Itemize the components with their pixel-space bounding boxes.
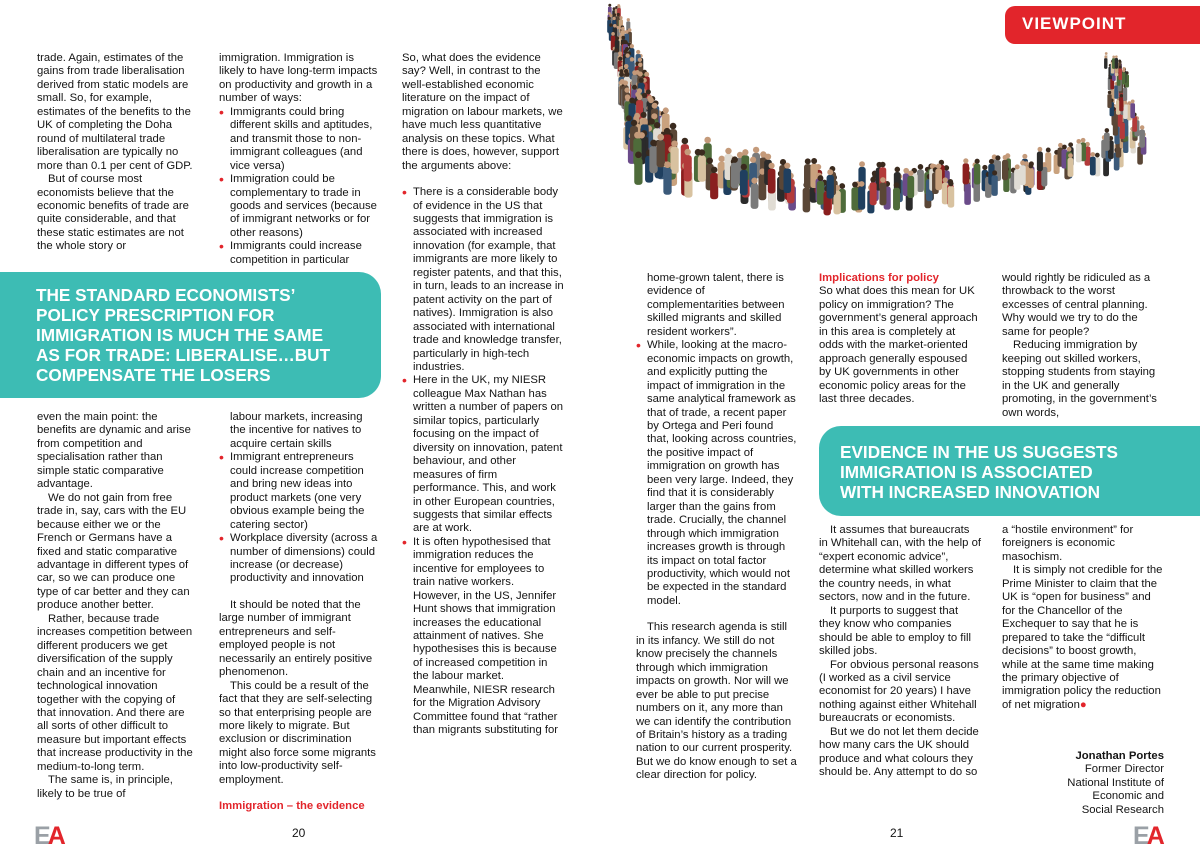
crowd-head bbox=[918, 164, 924, 170]
crowd-head bbox=[632, 85, 637, 90]
crowd-head bbox=[1105, 52, 1108, 55]
crowd-head bbox=[963, 158, 968, 163]
paragraph: home-grown talent, there is evidence of complementarities between skilled migrants and skilled resident workers”. bbox=[647, 272, 785, 338]
paragraph: This could be a result of the fact that they are self-selecting so that enterprising people are more likely to migrate. But exclusion or discrimination might also force some migrants into low-productivity self-employment. bbox=[219, 679, 376, 786]
bullet-item: • While, looking at the macro-economic impacts on growth, and explicitly putting the impact of immigration in the same analytical framework as that of trade, a recent paper by Ortega and Peri found that, looking across countries, the positive impact of immigration on growth has been very large. Indeed, they find that it is considerably larger than the gains from trade. Crucially, the channel through which immigration increases growth is through its impact on total factor productivity, which would not be expected in the standard model. bbox=[647, 339, 798, 608]
paragraph: would rightly be ridiculed as a throwback to the worst excesses of central planning. Why would we try to do the same for people? bbox=[1002, 272, 1151, 338]
closing-text: It is simply not credible for the Prime Minister to claim that the UK is “open for business” and for the Chancellor of the Exchequer to say that he is prepared to take the “difficult decisions” to boost growth, while at the same time making the primary objective of immigration policy the reduction of net migration bbox=[1002, 564, 1163, 711]
crowd-head bbox=[634, 132, 641, 139]
crowd-person bbox=[751, 184, 759, 209]
paragraph: So, what does the evidence say? Well, in contrast to the well-established economic literature on the impact of migration on labour markets, we have much less quantitative analysis on these topics. What there is does, however, support the arguments above: bbox=[402, 52, 563, 172]
crowd-head bbox=[671, 140, 678, 147]
crowd-person bbox=[1090, 157, 1096, 176]
paragraph: It purports to suggest that they know who companies should be able to employ to fill skilled jobs. bbox=[819, 604, 971, 658]
crowd-head bbox=[608, 4, 611, 7]
logo-e: E bbox=[34, 822, 48, 850]
crowd-head bbox=[1131, 100, 1135, 104]
crowd-head bbox=[753, 147, 759, 153]
crowd-head bbox=[1122, 69, 1125, 72]
crowd-person bbox=[851, 187, 858, 210]
col4 bbox=[636, 272, 798, 783]
author-block bbox=[1002, 750, 1164, 817]
crowd-head bbox=[648, 97, 654, 103]
pull-quote-line: IMMIGRATION IS MUCH THE SAME bbox=[36, 325, 324, 345]
crowd-head bbox=[617, 5, 620, 8]
crowd-head bbox=[644, 72, 649, 77]
crowd-head bbox=[1108, 91, 1111, 94]
crowd-person bbox=[1104, 58, 1107, 69]
crowd-head bbox=[641, 112, 647, 118]
section-label: VIEWPOINT bbox=[1022, 14, 1127, 33]
crowd-head bbox=[651, 113, 657, 119]
crowd-head bbox=[1115, 55, 1118, 58]
crowd-person bbox=[670, 147, 678, 174]
col6-bottom bbox=[1002, 524, 1164, 712]
crowd-person bbox=[858, 187, 865, 210]
crowd-head bbox=[1028, 163, 1033, 168]
paragraph: Reducing immigration by keeping out skilled workers, stopping students from staying in the UK and generally promoting, in the government’s own words, bbox=[1002, 339, 1157, 419]
paragraph: even the main point: the benefits are dynamic and arise from competition and specialisation rather than simple static comparative advantage. bbox=[37, 411, 191, 491]
crowd-head bbox=[624, 72, 629, 77]
crowd-person bbox=[1123, 87, 1127, 101]
pull-quote-line: POLICY PRESCRIPTION FOR bbox=[36, 305, 275, 325]
bullet-item: • It is often hypothesised that immigration reduces the incentive for employees to train native workers. However, in the US, Jennifer Hunt shows that immigration increases the educational attainment of natives. She hypothesises this is because of increased competition in the labour market. Meanwhile, NIESR research for the Migration Advisory Committee found that “rather than migrants substituting for bbox=[413, 536, 564, 738]
bullet-list bbox=[636, 339, 798, 608]
crowd-person bbox=[948, 186, 955, 207]
crowd-head bbox=[1095, 153, 1100, 158]
logo-a: A bbox=[1146, 822, 1162, 850]
crowd-head bbox=[613, 24, 617, 28]
crowd-head bbox=[1112, 56, 1115, 59]
crowd-head bbox=[627, 18, 630, 21]
crowd-head bbox=[613, 13, 616, 16]
crowd-head bbox=[811, 158, 817, 164]
crowd-person bbox=[663, 168, 671, 195]
crowd-head bbox=[639, 78, 644, 83]
crowd-head bbox=[769, 163, 775, 169]
crowd-person bbox=[1002, 160, 1008, 180]
bullet-item: • There is a considerable body of evidence in the US that suggests that immigration is associated with increased innovation (for example, that immigrants are more likely to register patents, and that this, in turn, leads to an increase in patent activity on the part of natives). Immigration is also associated with international trade and knowledge transfer, particularly in high-tech industries. bbox=[413, 186, 564, 374]
crowd-person bbox=[991, 175, 997, 196]
subheading: Immigration – the evidence bbox=[219, 800, 365, 813]
crowd-head bbox=[652, 103, 658, 109]
ea-logo-left bbox=[34, 822, 63, 851]
crowd-head bbox=[636, 50, 640, 54]
bullet-list bbox=[219, 106, 381, 267]
crowd-head bbox=[741, 164, 747, 170]
pull-quote-line: THE STANDARD ECONOMISTS’ bbox=[36, 285, 296, 305]
crowd-head bbox=[623, 49, 627, 53]
crowd-person bbox=[804, 164, 812, 188]
crowd-person bbox=[1130, 103, 1135, 118]
paragraph: For obvious personal reasons (I worked as a civil service economist for 20 years) I have nothing against either Whitehall bureaucrats or economists. bbox=[819, 658, 979, 725]
crowd-head bbox=[818, 175, 824, 181]
crowd-person bbox=[1037, 152, 1043, 172]
author-role: Former Director bbox=[1084, 763, 1164, 776]
crowd-head bbox=[608, 17, 611, 20]
crowd-person bbox=[827, 175, 834, 199]
subheading: Implications for policy bbox=[819, 272, 939, 284]
col5-top bbox=[819, 272, 981, 407]
crowd-person bbox=[963, 163, 969, 184]
crowd-head bbox=[613, 17, 616, 20]
crowd-head bbox=[725, 148, 731, 154]
paragraph bbox=[1002, 564, 1164, 712]
logo-a: A bbox=[47, 822, 63, 850]
paragraph: a “hostile environment” for foreigners is economic masochism. bbox=[1002, 524, 1134, 563]
crowd-person bbox=[1132, 116, 1137, 131]
crowd-person bbox=[964, 183, 971, 204]
page-number-left: 20 bbox=[292, 826, 306, 840]
bullet-list bbox=[219, 451, 381, 586]
crowd-head bbox=[625, 53, 629, 57]
crowd-head bbox=[943, 177, 948, 182]
crowd-person bbox=[1139, 130, 1145, 148]
crowd-head bbox=[992, 170, 997, 175]
crowd-head bbox=[1067, 147, 1072, 152]
crowd-head bbox=[624, 64, 629, 69]
crowd-head bbox=[706, 157, 713, 164]
crowd-person bbox=[710, 173, 718, 199]
crowd-head bbox=[765, 154, 771, 160]
crowd-head bbox=[629, 98, 635, 104]
crowd-head bbox=[663, 107, 669, 113]
crowd-head bbox=[1081, 138, 1086, 143]
crowd-head bbox=[1090, 152, 1095, 157]
crowd-person bbox=[817, 181, 824, 205]
col3 bbox=[402, 52, 564, 738]
crowd-head bbox=[649, 118, 655, 124]
crowd-head bbox=[623, 80, 628, 85]
col5-bottom bbox=[819, 524, 981, 780]
crowd-head bbox=[1022, 154, 1027, 159]
crowd-person bbox=[974, 164, 980, 185]
paragraph: The same is, in principle, likely to be true of bbox=[37, 774, 173, 800]
crowd-head bbox=[1068, 142, 1073, 147]
crowd-head bbox=[664, 128, 671, 135]
crowd-head bbox=[1140, 125, 1144, 129]
crowd-person bbox=[740, 170, 748, 195]
crowd-person bbox=[935, 169, 942, 191]
crowd-head bbox=[1037, 147, 1042, 152]
crowd-person bbox=[1119, 97, 1123, 111]
crowd-head bbox=[609, 23, 612, 26]
crowd-head bbox=[1020, 160, 1025, 165]
bullet-item: • Immigrants could increase competition in particular bbox=[230, 240, 381, 267]
crowd-head bbox=[948, 181, 953, 186]
crowd-head bbox=[880, 177, 886, 183]
crowd-head bbox=[609, 14, 612, 17]
crowd-head bbox=[638, 63, 642, 67]
crowd-head bbox=[982, 165, 987, 170]
crowd-head bbox=[699, 149, 705, 155]
crowd-head bbox=[1120, 94, 1123, 97]
crowd-head bbox=[936, 163, 941, 168]
bullet-item: • Immigrant entrepreneurs could increase competition and bring new ideas into product markets (one very obvious example being the catering sector) bbox=[230, 451, 381, 532]
pull-quote-line: IMMIGRATION IS ASSOCIATED bbox=[840, 462, 1093, 482]
crowd-person bbox=[649, 146, 657, 173]
crowd-person bbox=[1014, 169, 1020, 190]
crowd-head bbox=[618, 57, 622, 61]
crowd-person bbox=[879, 183, 886, 206]
crowd-person bbox=[634, 158, 642, 185]
crowd-person bbox=[1115, 58, 1118, 69]
paragraph: It should be noted that the large number of immigrant entrepreneurs and self-employed people is not necessarily an entirely positive phenomenon. bbox=[219, 598, 373, 679]
crowd-head bbox=[615, 36, 619, 40]
crowd-head bbox=[852, 182, 858, 188]
crowd-head bbox=[839, 183, 845, 189]
crowd-head bbox=[751, 178, 757, 184]
crowd-person bbox=[768, 169, 776, 194]
crowd-head bbox=[989, 159, 994, 164]
crowd-head bbox=[657, 134, 664, 141]
crowd-head bbox=[1003, 155, 1008, 160]
crowd-head bbox=[641, 118, 647, 124]
crowd-head bbox=[637, 94, 643, 100]
page-number-right: 21 bbox=[890, 826, 904, 840]
crowd-person bbox=[870, 182, 877, 205]
paragraph: This research agenda is still in its infancy. We still do not know precisely the channels through which immigration impacts on growth. Nor will we ever be able to put precise numbers on it, any more than we can identify the contribution of Britain’s history as a trading nation to our current prosperity. But we do know enough to set a clear direction for policy. bbox=[636, 621, 797, 782]
end-mark-icon: ● bbox=[1079, 698, 1087, 711]
crowd-person bbox=[907, 176, 914, 198]
author-name: Jonathan Portes bbox=[1075, 750, 1164, 762]
crowd-person bbox=[893, 188, 900, 211]
paragraph: trade. Again, estimates of the gains from trade liberalisation derived from static models are small. So, for example, estimates of the benefits to the UK of completing the Doha round of multilateral trade liberalisation are typically no more than 0.1 per cent of GDP. bbox=[37, 52, 193, 172]
crowd-head bbox=[626, 115, 632, 121]
bullet-item: • Immigration could be complementary to trade in goods and services (because of immigrant networks or for other reasons) bbox=[230, 173, 381, 240]
bullet-list bbox=[402, 186, 564, 738]
crowd-head bbox=[630, 44, 634, 48]
pull-quote-right bbox=[819, 426, 1200, 516]
crowd-head bbox=[670, 123, 677, 130]
crowd-head bbox=[621, 36, 625, 40]
crowd-person bbox=[657, 140, 665, 167]
bullet-item: • Workplace diversity (across a number of dimensions) could increase (or decrease) productivity and innovation bbox=[230, 532, 381, 586]
crowd-head bbox=[664, 161, 671, 168]
logo-e: E bbox=[1133, 822, 1147, 850]
crowd-head bbox=[625, 30, 629, 34]
paragraph: immigration. Immigration is likely to have long-term impacts on productivity and growth in a number of ways: bbox=[219, 52, 378, 105]
crowd-head bbox=[732, 156, 738, 162]
pull-quote-line: COMPENSATE THE LOSERS bbox=[36, 365, 271, 385]
crowd-head bbox=[682, 138, 689, 145]
paragraph: But of course most economists believe that the economic benefits of trade are quite considerable, and that these static estimates are not the whole story or bbox=[37, 173, 189, 253]
pull-quote-line: WITH INCREASED INNOVATION bbox=[840, 482, 1101, 502]
crowd-head bbox=[635, 152, 642, 159]
col2-bottom bbox=[219, 411, 381, 814]
crowd-head bbox=[718, 156, 724, 162]
pull-quote-line: EVIDENCE IN THE US SUGGESTS bbox=[840, 442, 1118, 462]
paragraph: labour markets, increasing the incentive for natives to acquire certain skills bbox=[230, 411, 363, 450]
col2-top bbox=[219, 52, 381, 267]
crowd-head bbox=[870, 177, 876, 183]
paragraph: But we do not let them decide how many cars the UK should produce and what colours they should be. Any attempt to do so bbox=[819, 725, 979, 779]
crowd-person bbox=[684, 155, 692, 181]
crowd-head bbox=[1046, 148, 1051, 153]
pull-quote-line: AS FOR TRADE: LIBERALISE…BUT bbox=[36, 345, 331, 365]
crowd-head bbox=[650, 140, 657, 147]
crowd-head bbox=[1062, 145, 1067, 150]
crowd-head bbox=[638, 58, 642, 62]
paragraph: It assumes that bureaucrats in Whitehall can, with the help of “expert economic advice”, determine what skilled workers the country needs, in what sectors, now and in the future. bbox=[819, 524, 982, 604]
crowd-head bbox=[624, 87, 629, 92]
crowd-head bbox=[908, 171, 913, 176]
crowd-head bbox=[859, 161, 865, 167]
crowd-head bbox=[623, 40, 627, 44]
crowd-head bbox=[632, 70, 637, 75]
crowd-person bbox=[1028, 168, 1034, 188]
crowd-head bbox=[1015, 164, 1020, 169]
crowd-head bbox=[619, 16, 622, 19]
crowd-head bbox=[711, 167, 717, 173]
crowd-head bbox=[1068, 153, 1073, 158]
crowd-head bbox=[742, 149, 748, 155]
crowd-head bbox=[805, 158, 811, 164]
crowd-head bbox=[617, 13, 620, 16]
crowd-person bbox=[731, 163, 739, 189]
crowd-head bbox=[1119, 66, 1122, 69]
crowd-head bbox=[880, 162, 886, 168]
crowd-head bbox=[750, 157, 756, 163]
col6-top bbox=[1002, 272, 1160, 420]
crowd-head bbox=[1104, 55, 1107, 58]
crowd-head bbox=[631, 120, 637, 126]
crowd-head bbox=[642, 93, 647, 98]
crowd-person bbox=[917, 169, 924, 192]
col1-top bbox=[37, 52, 197, 254]
paragraph: We do not gain from free trade in, say, cars with the EU because either we or the French or Germans have a fixed and static comparative advantage in different types of car, so we can produce one type of car better and they can produce another better. bbox=[37, 491, 190, 612]
crowd-person bbox=[1068, 158, 1074, 177]
paragraph: Rather, because trade increases competition between different producers we get diversification of the supply chain and an incentive for technological innovation together with the copying of that innovation. And there are all sorts of other difficult to measure but important effects that increase productivity in the medium-to-long term. bbox=[37, 612, 193, 773]
author-org: Social Research bbox=[1081, 803, 1164, 816]
crowd-person bbox=[1107, 94, 1111, 108]
crowd-head bbox=[827, 169, 833, 175]
author-org: Economic and bbox=[1092, 790, 1164, 803]
bullet-item: • Here in the UK, my NIESR colleague Max Nathan has written a number of papers on similar topics, particularly focusing on the impact of diversity on innovation, patent behaviour, and other measures of firm performance. This, and work in other European countries, suggests that similar effects are at work. bbox=[413, 374, 564, 535]
crowd-head bbox=[630, 57, 634, 61]
crowd-head bbox=[859, 181, 865, 187]
crowd-head bbox=[646, 89, 651, 94]
ea-logo-right bbox=[1133, 822, 1162, 851]
crowd-head bbox=[619, 72, 624, 77]
crowd-person bbox=[1076, 144, 1082, 163]
crowd-person bbox=[1119, 68, 1123, 80]
col1-bottom bbox=[37, 411, 197, 801]
crowd-head bbox=[1076, 139, 1081, 144]
crowd-head bbox=[638, 72, 643, 77]
crowd-head bbox=[1105, 128, 1110, 133]
crowd-head bbox=[618, 51, 622, 55]
crowd-head bbox=[614, 48, 618, 52]
crowd-head bbox=[895, 167, 901, 173]
crowd-head bbox=[975, 159, 980, 164]
crowd-head bbox=[995, 155, 1000, 160]
crowd-photo bbox=[575, 0, 1195, 270]
author-org: National Institute of bbox=[1067, 776, 1164, 789]
pull-quote-left bbox=[0, 272, 381, 398]
bullet-item: • Immigrants could bring different skills and aptitudes, and transmit those to non-immigrant colleagues (and vice versa) bbox=[230, 106, 381, 173]
crowd-person bbox=[784, 168, 792, 193]
crowd-head bbox=[611, 32, 615, 36]
paragraph: So what does this mean for UK policy on immigration? The government’s general approach in this area is completely at odds with the market-oriented approach generally espoused by UK governments in other economic policy areas for the last three decades. bbox=[819, 285, 978, 406]
crowd-head bbox=[621, 27, 625, 31]
crowd-head bbox=[684, 149, 690, 155]
crowd-person bbox=[1122, 72, 1126, 84]
crowd-person bbox=[803, 188, 811, 213]
crowd-head bbox=[654, 122, 660, 128]
crowd-person bbox=[1020, 165, 1026, 185]
crowd-head bbox=[784, 163, 790, 169]
crowd-person bbox=[698, 156, 706, 182]
crowd-person bbox=[1104, 132, 1110, 150]
crowd-head bbox=[1118, 60, 1121, 63]
crowd-head bbox=[894, 182, 900, 188]
crowd-head bbox=[704, 137, 711, 144]
